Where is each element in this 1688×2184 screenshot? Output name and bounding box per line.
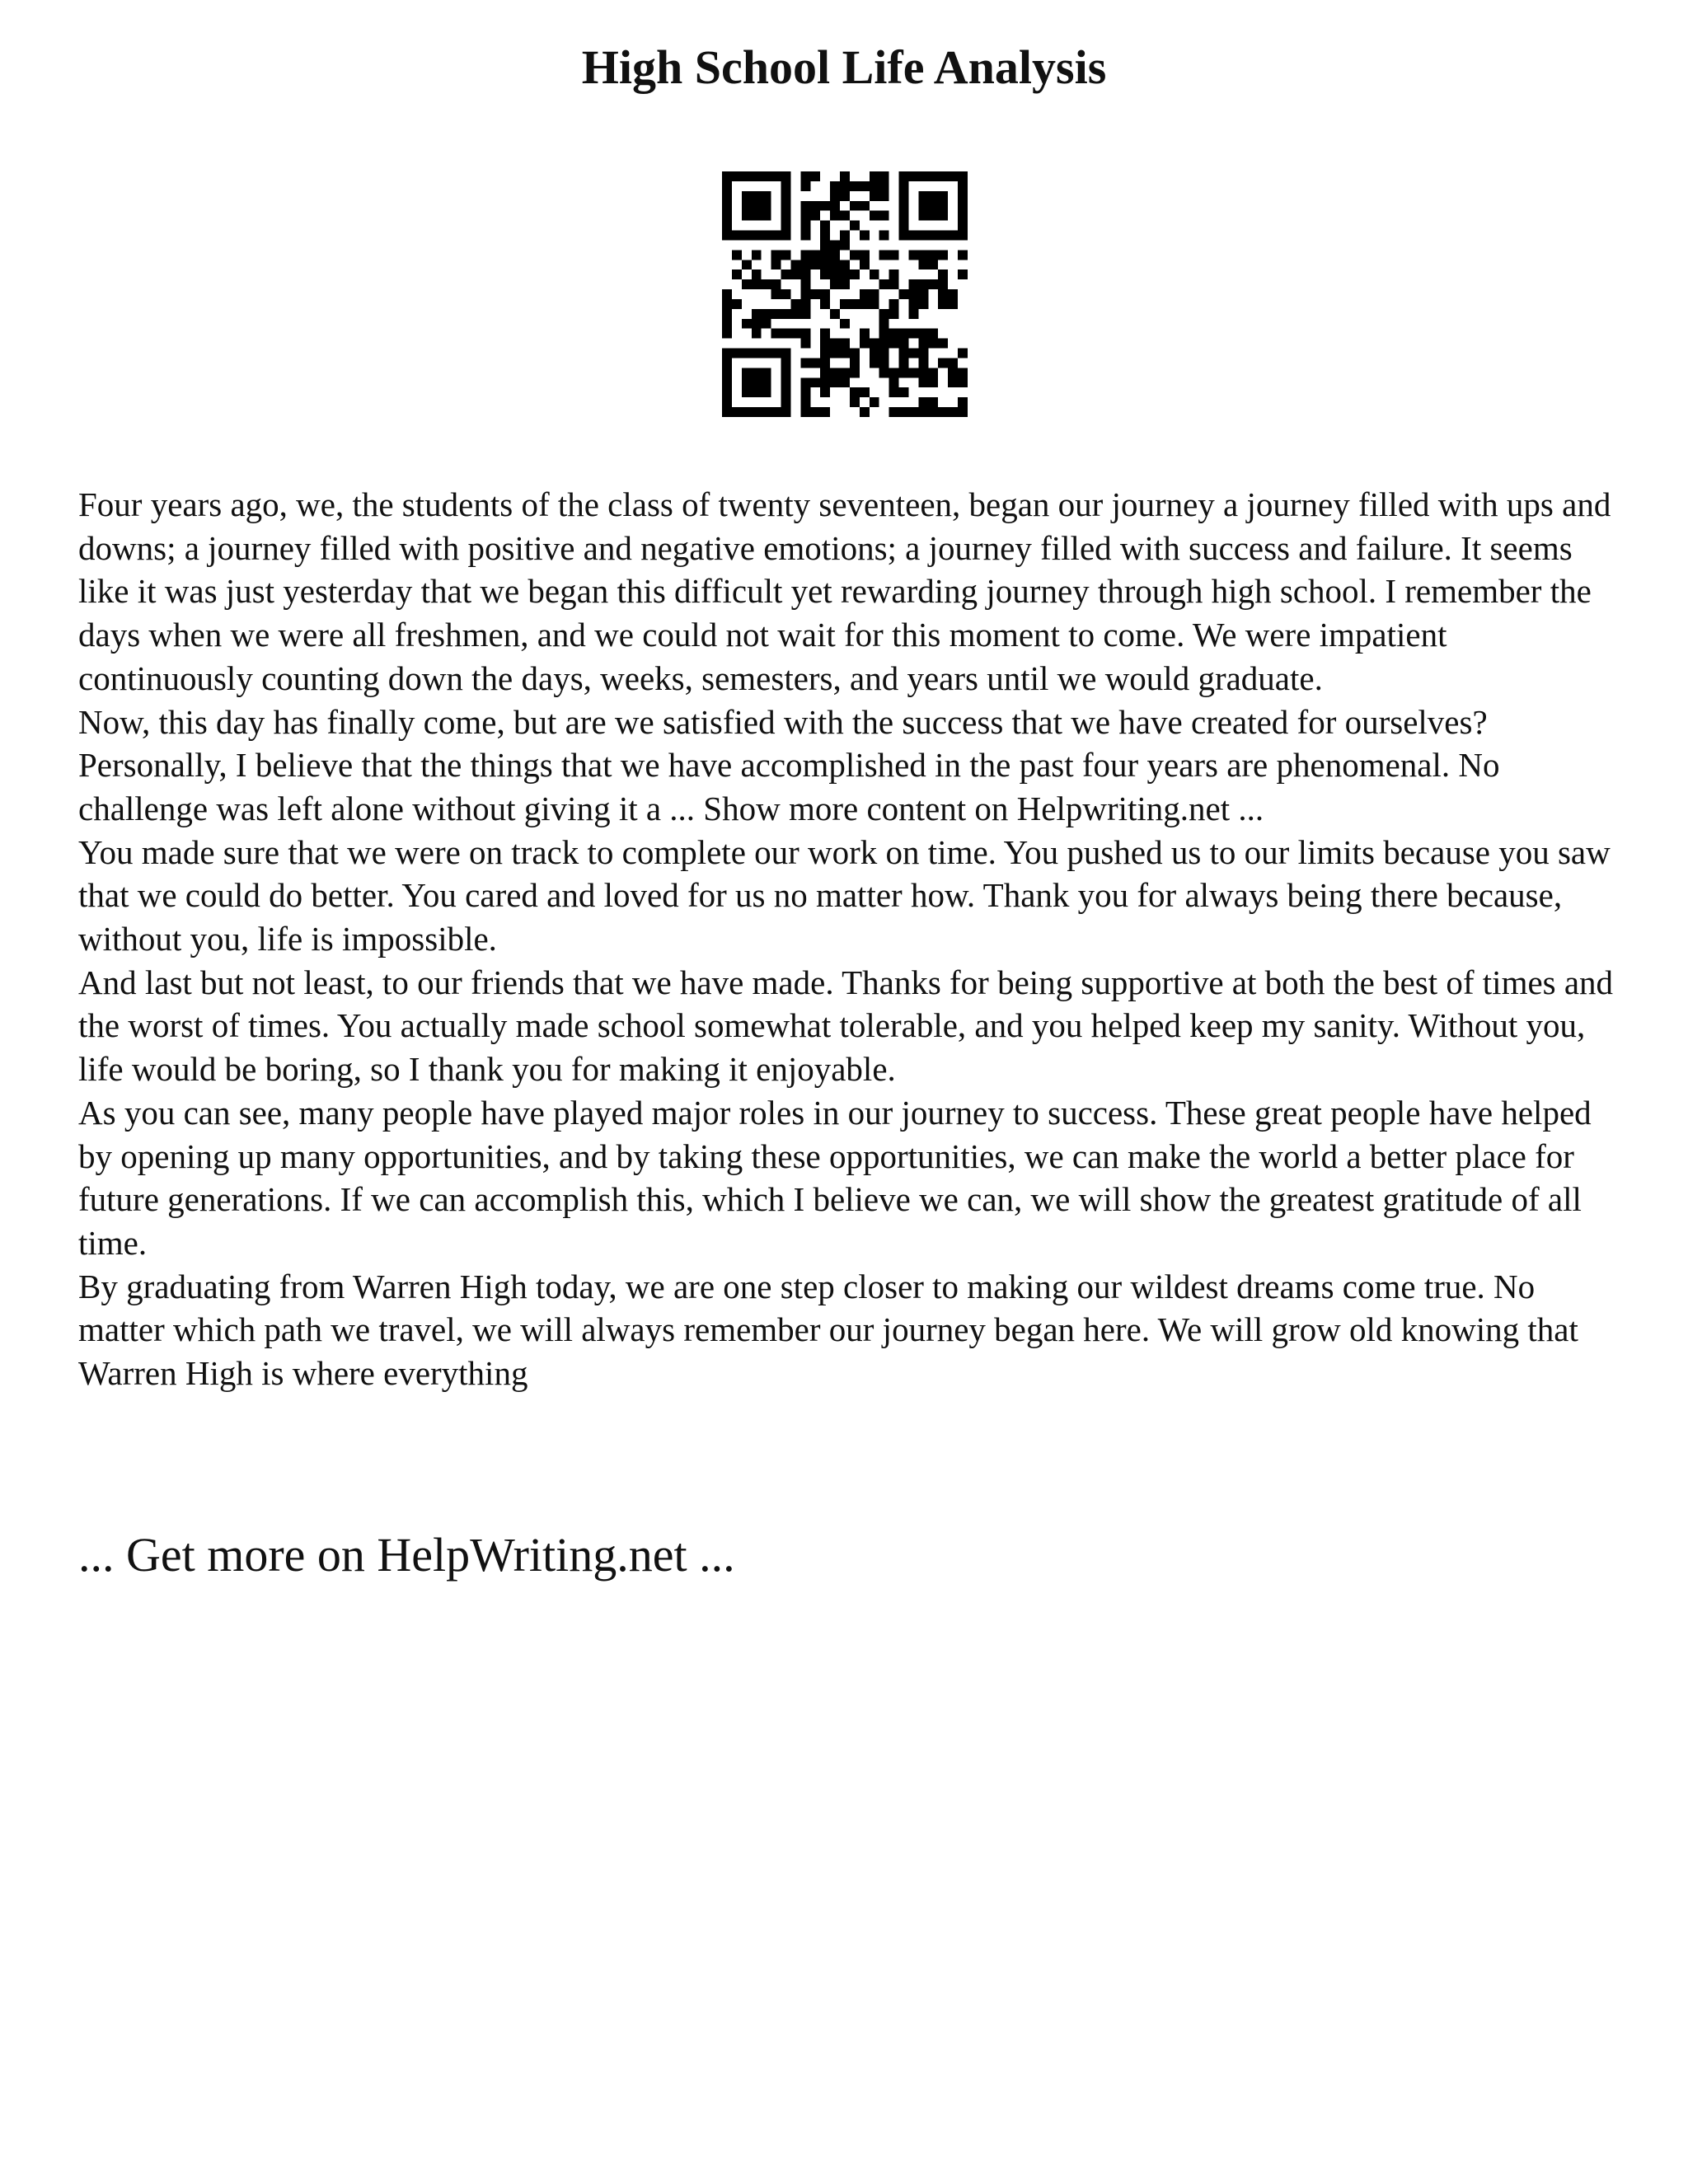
paragraph: You made sure that we were on track to complete our work on time. You pushed us to our limits because you saw that we could do better. You cared and loved for us no matter how. Thank you for always being there because, without you, life is impossible. [78,832,1611,958]
qr-code-icon [722,171,968,417]
get-more-link[interactable]: ... Get more on HelpWriting.net ... [78,1528,735,1582]
paragraph: Four years ago, we, the students of the class of twenty seventeen, began our journey a journey filled with ups and downs; a journey filled with positive and negative emotions; a journey filled with success and failure. It seems like it was just yesterday that we began this difficult yet rewarding journey through high school. I remember the days when we were all freshmen, and we could not wait for this moment to come. We were impatient continuously counting down the days, weeks, semesters, and years until we would graduate. [78,485,1611,697]
document-title: High School Life Analysis [581,40,1107,94]
article-body [78,483,1628,1395]
paragraph: As you can see, many people have played major roles in our journey to success. These great people have helped by opening up many opportunities, and by taking these opportunities, we can make the world a better place for future generations. If we can accomplish this, which I believe we can, we will show the greatest gratitude of all time. [78,1093,1592,1262]
paragraph: And last but not least, to our friends that we have made. Thanks for being supportive at both the best of times and the worst of times. You actually made school somewhat tolerable, and you helped keep my sanity. Without you, life would be boring, so I thank you for making it enjoyable. [78,963,1614,1089]
paragraph: Now, this day has finally come, but are we satisfied with the success that we have created for ourselves? Personally, I believe that the things that we have accomplished in the past four years are phenomenal. No challenge was left alone without giving it a ... Show more content on Helpwriting.net ... [78,702,1500,827]
paragraph: By graduating from Warren High today, we are one step closer to making our wildest dreams come true. No matter which path we travel, we will always remember our journey began here. We will grow old knowing that Warren High is where everything [78,1267,1578,1393]
